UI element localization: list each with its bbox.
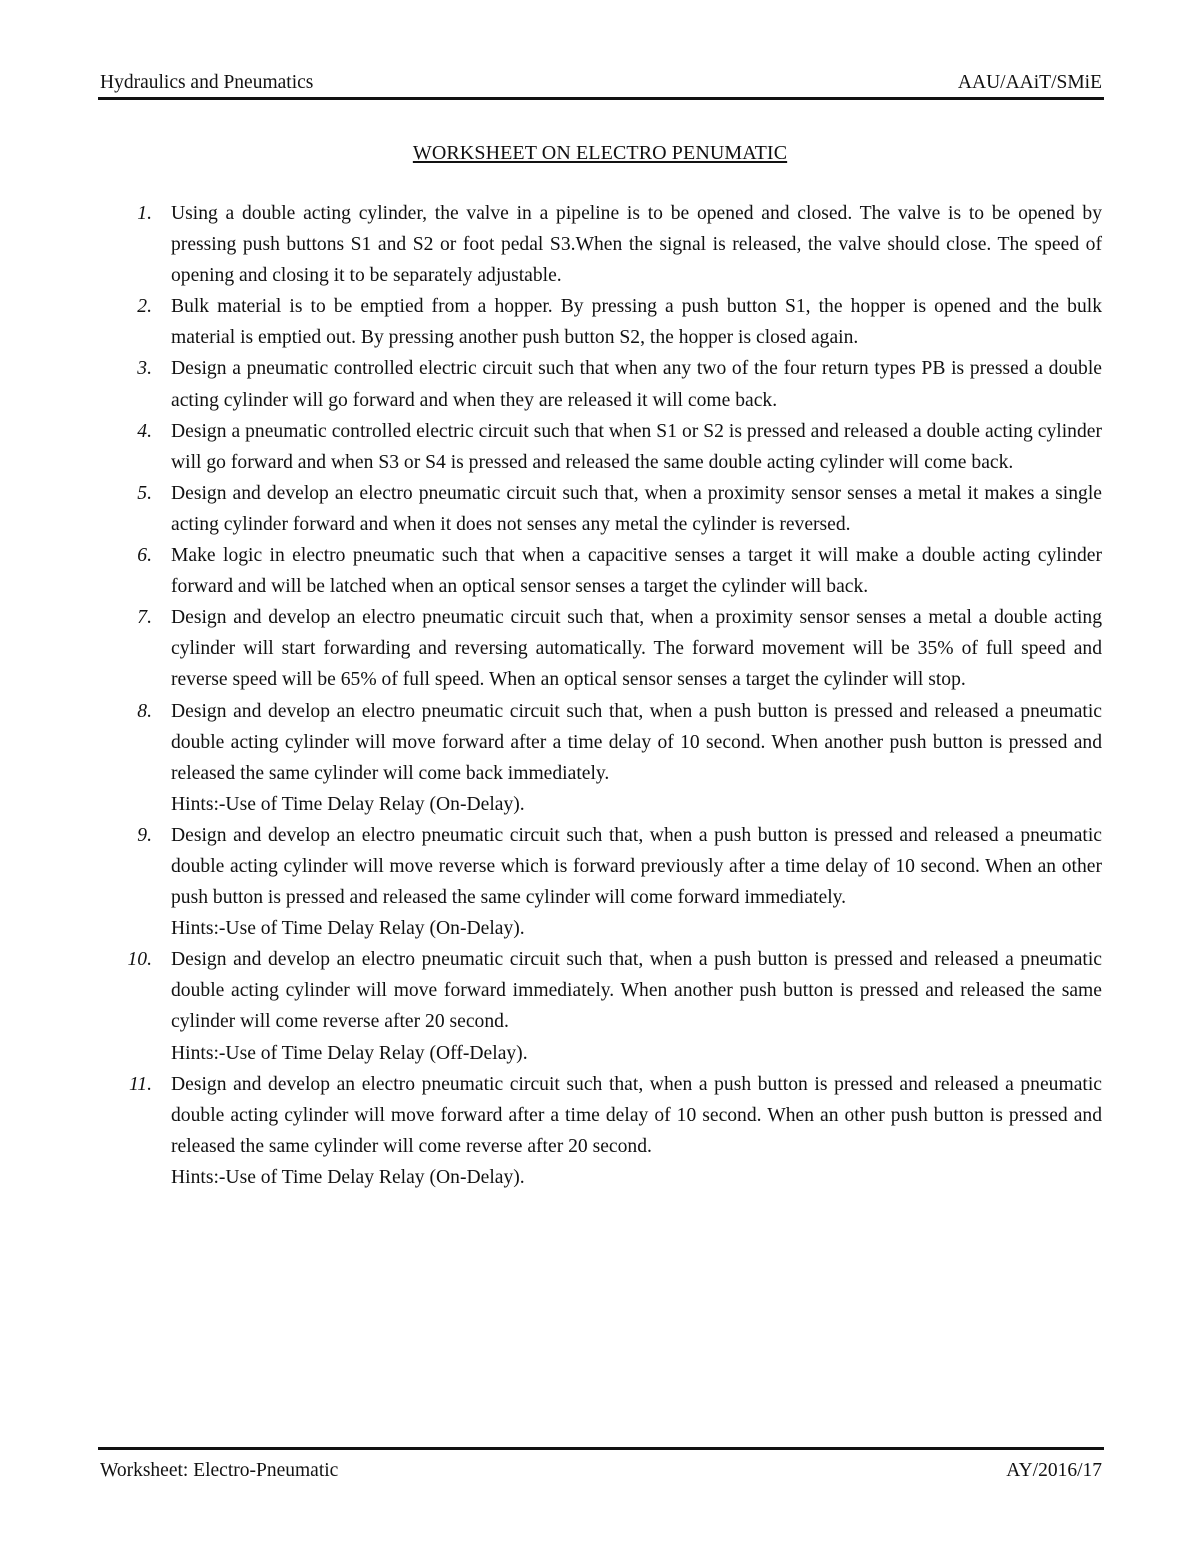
question-item <box>100 602 1102 695</box>
question-number: 10. <box>127 949 152 971</box>
question-number: 2. <box>137 296 152 318</box>
question-text: Using a double acting cylinder, the valve in a pipeline is to be opened and closed. The valve is to be opened by pressing push buttons S1 and S2 or foot pedal S3.When the signal is released, the valve should close. The speed of opening and closing it to be separately adjustable. <box>171 203 1102 287</box>
question-number: 5. <box>137 482 152 504</box>
question-item <box>100 1069 1102 1193</box>
footer-worksheet-name: Worksheet: Electro-Pneumatic <box>100 1460 339 1481</box>
question-item <box>100 478 1102 540</box>
question-hint: Hints:-Use of Time Delay Relay (Off-Delay). <box>171 1042 528 1064</box>
page-footer <box>100 1458 1102 1484</box>
question-item <box>100 416 1102 478</box>
question-item <box>100 540 1102 602</box>
question-text: Make logic in electro pneumatic such that when a capacitive senses a target it will make a double acting cylinder forward and will be latched when an optical sensor senses a target the cylinder will back. <box>171 545 1102 598</box>
header-rule <box>98 97 1104 100</box>
question-item <box>100 291 1102 353</box>
question-text: Design and develop an electro pneumatic circuit such that, when a proximity sensor senses a metal a double acting cylinder will start forwarding and reversing automatically. The forward movement will be 35% of full speed and reverse speed will be 65% of full speed. When an optical sensor senses a target the cylinder will stop. <box>171 607 1102 691</box>
page-header <box>100 70 1102 96</box>
header-institution: AAU/AAiT/SMiE <box>957 72 1102 93</box>
question-number: 4. <box>137 420 152 442</box>
question-text: Design and develop an electro pneumatic circuit such that, when a push button is pressed and released a pneumatic double acting cylinder will move forward after a time delay of 10 second. When an other push button is pressed and released the same cylinder will come reverse after 20 second. <box>171 1073 1102 1157</box>
question-hint: Hints:-Use of Time Delay Relay (On-Delay). <box>171 793 525 815</box>
question-text: Design and develop an electro pneumatic circuit such that, when a push button is pressed and released a pneumatic double acting cylinder will move reverse which is forward previously after a time delay of 10 second. When an other push button is pressed and released the same cylinder will come forward immediately. <box>171 824 1102 909</box>
question-number: 11. <box>128 1073 152 1095</box>
footer-rule <box>98 1447 1104 1450</box>
worksheet-title: WORKSHEET ON ELECTRO PENUMATIC <box>412 142 788 164</box>
question-hint: Hints:-Use of Time Delay Relay (On-Delay). <box>171 918 525 940</box>
question-text: Design and develop an electro pneumatic circuit such that, when a proximity sensor senses a metal it makes a single acting cylinder forward and when it does not senses any metal the cylinder is reversed. <box>171 482 1102 535</box>
question-number: 8. <box>137 700 152 722</box>
question-item <box>100 198 1102 291</box>
question-number: 7. <box>137 607 152 629</box>
question-text: Bulk material is to be emptied from a hopper. By pressing a push button S1, the hopper is opened and the bulk material is emptied out. By pressing another push button S2, the hopper is closed again. <box>171 296 1102 349</box>
header-course-title: Hydraulics and Pneumatics <box>100 72 314 93</box>
question-item <box>100 696 1102 820</box>
question-item <box>100 820 1102 944</box>
question-list <box>100 198 1102 1193</box>
question-number: 6. <box>137 545 152 567</box>
question-item <box>100 353 1102 415</box>
question-text: Design and develop an electro pneumatic circuit such that, when a push button is pressed and released a pneumatic double acting cylinder will move forward immediately. When another push button is pressed and released the same cylinder will come reverse after 20 second. <box>171 949 1102 1033</box>
question-text: Design and develop an electro pneumatic circuit such that, when a push button is pressed and released a pneumatic double acting cylinder will move forward after a time delay of 10 second. When another push button is pressed and released the same cylinder will come back immediately. <box>171 700 1102 784</box>
question-number: 9. <box>137 824 152 846</box>
question-number: 1. <box>137 203 152 224</box>
question-item <box>100 944 1102 1068</box>
footer-academic-year: AY/2016/17 <box>1006 1460 1102 1481</box>
question-text: Design a pneumatic controlled electric circuit such that when S1 or S2 is pressed and released a double acting cylinder will go forward and when S3 or S4 is pressed and released the same double acting cylinder will come back. <box>171 420 1102 473</box>
question-number: 3. <box>137 358 152 380</box>
question-text: Design a pneumatic controlled electric circuit such that when any two of the four return types PB is pressed a double acting cylinder will go forward and when they are released it will come back. <box>171 358 1102 411</box>
question-hint: Hints:-Use of Time Delay Relay (On-Delay). <box>171 1166 525 1188</box>
